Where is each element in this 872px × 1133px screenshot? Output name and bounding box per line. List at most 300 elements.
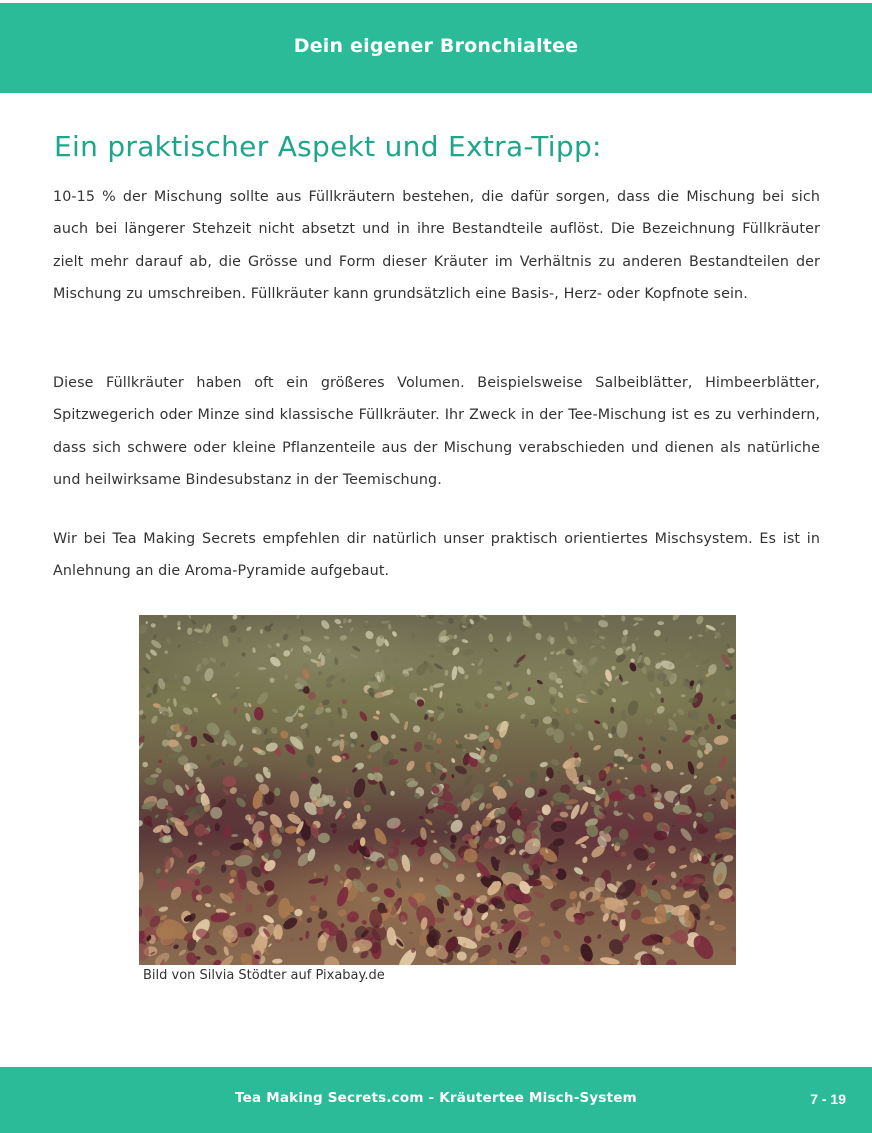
tea-fragment — [235, 686, 240, 689]
tea-fragment — [662, 937, 671, 945]
tea-fragment — [177, 626, 181, 630]
tea-fragment — [466, 700, 471, 709]
tea-fragment — [550, 627, 553, 631]
tea-fragment — [655, 704, 666, 715]
tea-fragment — [510, 960, 517, 965]
header-title: Dein eigener Bronchialtee — [293, 35, 579, 57]
tea-fragment — [298, 937, 303, 942]
tea-fragment — [222, 787, 231, 796]
tea-fragment — [339, 634, 347, 641]
tea-fragment — [649, 761, 663, 774]
tea-fragment — [308, 877, 325, 884]
tea-fragment — [651, 879, 658, 887]
tea-fragment — [629, 962, 634, 965]
tea-fragment — [197, 640, 202, 644]
tea-fragment — [235, 636, 242, 643]
tea-fragment — [626, 699, 640, 717]
tea-fragment — [277, 897, 291, 919]
tea-fragment — [142, 761, 148, 767]
tea-fragment — [340, 923, 345, 929]
paragraph-mischsystem: Wir bei Tea Making Secrets empfehlen dir natürlich unser praktisch orientiertes Mischsystem. Es ist in Anlehnung an die Aroma-Pyramide aufgebaut. — [53, 531, 820, 580]
tea-fragment — [514, 777, 524, 784]
tea-fragment — [229, 691, 240, 700]
tea-fragment — [263, 728, 268, 736]
tea-fragment — [611, 697, 617, 703]
tea-fragment — [491, 921, 498, 930]
tea-fragment — [375, 710, 380, 716]
tea-fragment — [405, 759, 416, 772]
tea-fragment — [569, 745, 574, 752]
tea-fragment — [164, 650, 168, 654]
tea-fragment — [528, 615, 534, 620]
tea-fragment — [214, 696, 222, 706]
tea-fragment — [200, 744, 206, 746]
tea-fragment — [439, 690, 443, 698]
tea-fragment — [229, 911, 236, 916]
tea-fragment — [334, 657, 339, 666]
tea-fragment — [688, 738, 700, 749]
tea-fragment — [645, 717, 651, 726]
tea-fragment — [209, 958, 215, 962]
tea-fragment — [681, 694, 686, 697]
tea-fragment — [441, 760, 445, 765]
tea-fragment — [145, 692, 152, 699]
tea-fragment — [456, 707, 464, 714]
tea-fragment — [549, 651, 555, 656]
tea-fragment — [695, 615, 705, 626]
tea-fragment — [628, 662, 637, 673]
tea-fragment — [494, 686, 503, 691]
tea-fragment — [707, 712, 716, 725]
tea-fragment — [416, 846, 426, 858]
tea-fragment — [624, 777, 628, 779]
tea-fragment — [679, 864, 688, 870]
tea-fragment — [630, 826, 637, 841]
tea-fragment — [305, 930, 310, 939]
tea-fragment — [498, 942, 503, 951]
tea-fragment — [435, 643, 442, 649]
tea-fragment — [297, 712, 304, 718]
tea-fragment — [363, 622, 369, 628]
tea-fragment — [339, 734, 344, 737]
tea-fragment — [433, 839, 438, 844]
tea-fragment — [631, 686, 637, 696]
tea-fragment — [267, 644, 273, 650]
tea-fragment — [642, 747, 646, 752]
tea-fragment — [350, 653, 358, 659]
tea-fragment — [629, 908, 642, 922]
tea-fragment — [493, 738, 501, 749]
tea-fragment — [430, 830, 435, 833]
tea-fragment — [447, 732, 454, 735]
tea-fragment — [668, 845, 676, 853]
tea-fragment — [600, 645, 606, 651]
tea-fragment — [166, 698, 170, 703]
tea-fragment — [444, 670, 448, 676]
tea-fragment — [231, 834, 238, 837]
tea-fragment — [680, 651, 684, 656]
tea-fragment — [537, 682, 550, 697]
tea-fragment — [648, 634, 654, 640]
tea-fragment — [423, 743, 434, 751]
tea-fragment — [618, 674, 624, 682]
tea-fragment — [647, 671, 655, 682]
tea-fragment — [289, 791, 299, 809]
tea-fragment — [728, 699, 736, 705]
tea-fragment — [547, 685, 558, 696]
tea-fragment — [619, 767, 624, 770]
tea-fragment — [670, 871, 678, 879]
tea-fragment — [173, 698, 177, 707]
tea-fragment — [325, 707, 331, 712]
tea-fragment — [462, 648, 474, 656]
tea-fragment — [139, 907, 143, 917]
tea-fragment — [597, 933, 602, 939]
tea-fragment — [432, 682, 444, 689]
tea-fragment — [451, 666, 458, 681]
tea-fragment — [293, 908, 303, 917]
tea-fragment — [279, 729, 290, 740]
tea-fragment — [456, 665, 466, 676]
tea-fragment — [450, 757, 455, 763]
tea-fragment — [661, 697, 664, 702]
tea-fragment — [478, 802, 486, 812]
page-number: 7 - 19 — [810, 1091, 846, 1107]
tea-fragment — [219, 662, 225, 668]
tea-fragment — [382, 655, 389, 665]
tea-fragment — [289, 937, 295, 943]
tea-fragment — [268, 943, 272, 947]
tea-fragment — [627, 812, 635, 820]
tea-fragment — [712, 697, 718, 704]
tea-fragment — [313, 872, 317, 877]
tea-fragment — [410, 631, 416, 640]
tea-fragment — [598, 814, 607, 820]
tea-fragment — [475, 747, 480, 752]
tea-fragment — [703, 724, 710, 731]
tea-fragment — [254, 707, 264, 721]
tea-fragment — [269, 726, 278, 735]
tea-fragment — [165, 760, 169, 764]
tea-fragment — [188, 869, 199, 879]
tea-fragment — [696, 749, 704, 759]
tea-fragment — [296, 615, 300, 620]
tea-fragment — [463, 674, 469, 680]
tea-fragment — [721, 782, 729, 792]
tea-fragment — [258, 811, 269, 816]
tea-fragment — [342, 618, 347, 624]
tea-fragment — [716, 724, 722, 730]
tea-fragment — [720, 622, 725, 626]
tea-fragment — [317, 671, 323, 677]
tea-fragment — [700, 903, 711, 911]
tea-fragment — [551, 706, 558, 713]
tea-fragment — [340, 677, 346, 683]
tea-fragment — [570, 731, 576, 737]
tea-fragment — [267, 616, 275, 625]
tea-fragment — [611, 726, 616, 735]
tea-fragment — [579, 801, 590, 816]
tea-fragment — [382, 750, 395, 768]
tea-fragment — [282, 649, 291, 658]
tea-fragment — [195, 662, 203, 672]
tea-fragment — [361, 919, 367, 925]
tea-fragment — [675, 635, 679, 639]
tea-fragment — [582, 856, 589, 864]
tea-fragment — [713, 630, 722, 640]
tea-fragment — [235, 796, 248, 809]
tea-fragment — [559, 684, 564, 689]
tea-fragment — [152, 683, 159, 695]
tea-fragment — [552, 929, 563, 940]
image-caption: Bild von Silvia Stödter auf Pixabay.de — [143, 968, 385, 983]
tea-fragment — [372, 715, 379, 720]
tea-fragment — [538, 922, 545, 927]
tea-fragment — [717, 755, 728, 771]
tea-fragment — [229, 869, 237, 878]
tea-fragment — [229, 841, 245, 851]
tea-fragment — [621, 615, 626, 622]
tea-fragment — [424, 818, 433, 826]
tea-fragment — [252, 647, 256, 653]
tea-fragment — [727, 648, 734, 653]
tea-fragment — [495, 680, 502, 686]
tea-fragment — [323, 635, 329, 640]
tea-fragment — [173, 673, 178, 680]
tea-fragment — [194, 878, 201, 886]
tea-fragment — [240, 728, 246, 733]
tea-fragment — [232, 615, 238, 620]
tea-fragment — [328, 719, 334, 730]
tea-blend-photo — [139, 615, 736, 965]
tea-fragment — [332, 828, 337, 834]
tea-fragment — [568, 890, 579, 902]
tea-fragment — [615, 778, 621, 784]
tea-fragment — [210, 807, 222, 819]
tea-fragment — [632, 900, 640, 905]
tea-fragment — [589, 645, 595, 650]
tea-fragment — [348, 730, 358, 740]
tea-fragment — [298, 704, 306, 711]
tea-fragment — [415, 615, 419, 617]
tea-fragment — [296, 846, 301, 853]
tea-fragment — [447, 929, 453, 933]
tea-fragment — [156, 879, 171, 891]
tea-fragment — [150, 638, 163, 649]
tea-fragment — [702, 782, 719, 798]
tea-fragment — [223, 946, 230, 957]
tea-fragment — [215, 742, 219, 746]
tea-fragment — [291, 812, 295, 815]
tea-fragment — [649, 691, 656, 698]
tea-fragment — [596, 688, 604, 697]
tea-fragment — [690, 639, 701, 650]
tea-fragment — [488, 633, 494, 642]
tea-fragment — [611, 665, 616, 670]
tea-fragment — [562, 944, 571, 954]
tea-fragment — [330, 823, 337, 829]
tea-fragment — [643, 656, 652, 667]
tea-fragment — [360, 798, 367, 806]
tea-fragment — [154, 767, 162, 775]
tea-fragment — [139, 872, 144, 891]
tea-fragment — [430, 731, 434, 735]
tea-fragment — [542, 716, 552, 725]
tea-fragment — [486, 692, 495, 699]
tea-fragment — [413, 740, 424, 753]
tea-fragment — [708, 803, 713, 807]
tea-fragment — [647, 846, 656, 855]
tea-fragment — [447, 616, 455, 625]
tea-fragment — [488, 642, 493, 644]
tea-fragment — [590, 689, 597, 695]
tea-fragment — [243, 794, 247, 797]
tea-fragment — [519, 713, 526, 720]
tea-fragment — [243, 701, 249, 707]
tea-fragment — [705, 915, 711, 920]
tea-fragment — [446, 630, 454, 634]
tea-blend-photo-texture — [139, 615, 736, 965]
tea-fragment — [684, 653, 691, 660]
tea-fragment — [200, 885, 213, 895]
tea-fragment — [555, 650, 561, 656]
tea-fragment — [515, 653, 527, 664]
tea-fragment — [471, 663, 475, 666]
tea-fragment — [565, 707, 570, 715]
tea-fragment — [238, 744, 244, 753]
tea-fragment — [580, 875, 590, 883]
tea-fragment — [688, 635, 693, 640]
tea-fragment — [566, 805, 573, 810]
tea-fragment — [696, 665, 699, 667]
tea-fragment — [248, 703, 252, 708]
tea-fragment — [599, 635, 606, 639]
tea-fragment — [484, 766, 491, 773]
tea-fragment — [210, 911, 230, 923]
tea-fragment — [269, 677, 276, 684]
tea-fragment — [440, 615, 443, 617]
tea-fragment — [334, 618, 342, 625]
tea-fragment — [680, 847, 686, 852]
tea-fragment — [398, 616, 405, 625]
tea-fragment — [139, 819, 144, 828]
tea-fragment — [371, 728, 374, 731]
tea-fragment — [477, 766, 481, 770]
tea-fragment — [224, 860, 234, 866]
tea-fragment — [275, 642, 280, 647]
tea-fragment — [524, 786, 536, 799]
tea-fragment — [391, 630, 398, 637]
tea-fragment — [693, 821, 697, 829]
tea-fragment — [371, 896, 380, 902]
tea-fragment — [591, 638, 602, 645]
tea-fragment — [550, 696, 555, 705]
tea-fragment — [154, 814, 159, 819]
tea-fragment — [667, 717, 680, 733]
tea-fragment — [453, 764, 468, 776]
tea-fragment — [345, 910, 360, 924]
tea-fragment — [731, 946, 736, 953]
tea-fragment — [506, 835, 511, 839]
tea-fragment — [463, 773, 474, 787]
tea-fragment — [450, 843, 456, 849]
tea-fragment — [314, 733, 318, 737]
tea-fragment — [580, 678, 589, 687]
tea-fragment — [630, 658, 635, 663]
tea-fragment — [488, 957, 498, 965]
tea-fragment — [161, 738, 171, 748]
tea-fragment — [390, 686, 394, 690]
tea-fragment — [204, 902, 211, 908]
tea-fragment — [305, 728, 310, 738]
tea-fragment — [592, 744, 601, 752]
tea-fragment — [559, 811, 568, 818]
tea-fragment — [633, 617, 644, 621]
tea-fragment — [698, 634, 703, 637]
section-heading: Ein praktischer Aspekt und Extra-Tipp: — [54, 130, 602, 163]
tea-fragment — [393, 697, 402, 706]
tea-fragment — [390, 733, 396, 739]
tea-fragment — [476, 872, 482, 878]
tea-fragment — [158, 906, 169, 913]
tea-fragment — [597, 619, 609, 628]
tea-fragment — [619, 918, 626, 932]
tea-fragment — [513, 663, 520, 669]
tea-fragment — [420, 615, 426, 617]
tea-fragment — [365, 882, 379, 895]
tea-fragment — [228, 786, 238, 795]
tea-fragment — [594, 720, 601, 725]
tea-fragment — [187, 627, 193, 635]
tea-fragment — [433, 662, 444, 670]
tea-fragment — [557, 691, 564, 699]
tea-fragment — [338, 909, 347, 916]
tea-fragment — [596, 737, 602, 743]
tea-fragment — [233, 707, 238, 714]
tea-fragment — [302, 668, 311, 681]
tea-fragment — [720, 700, 727, 707]
tea-fragment — [151, 623, 156, 628]
tea-fragment — [180, 685, 188, 692]
tea-fragment — [241, 652, 246, 657]
tea-fragment — [152, 633, 158, 639]
tea-fragment — [672, 712, 677, 718]
tea-fragment — [184, 784, 190, 791]
tea-fragment — [685, 730, 695, 736]
tea-fragment — [450, 835, 457, 844]
tea-fragment — [696, 812, 703, 817]
tea-fragment — [665, 637, 669, 642]
tea-fragment — [732, 777, 736, 783]
tea-fragment — [213, 904, 216, 907]
tea-fragment — [150, 714, 159, 724]
tea-fragment — [665, 759, 675, 770]
tea-fragment — [523, 808, 528, 811]
tea-fragment — [177, 644, 181, 648]
tea-fragment — [655, 687, 662, 695]
tea-fragment — [375, 649, 380, 653]
tea-fragment — [526, 668, 531, 675]
tea-fragment — [615, 853, 620, 857]
tea-fragment — [539, 761, 548, 768]
tea-fragment — [284, 674, 288, 680]
paragraph-fuellkraeuter-intro: 10-15 % der Mischung sollte aus Füllkräutern bestehen, die dafür sorgen, dass die Mischung bei sich auch bei längerer Stehzeit nicht absetzt und in ihre Bestandteile auflöst. Die Bezeichnung Füllkräuter zielt mehr darauf ab, die Grösse und Form dieser Kräuter im Verhältnis zu anderen Bestandteilen der Mischung zu umschreiben. Füllkräuter kann grundsätzlich eine Basis-, Herz- oder Kopfnote sein. — [53, 189, 820, 302]
tea-fragment — [601, 721, 609, 731]
tea-fragment — [638, 753, 646, 760]
tea-fragment — [527, 687, 531, 692]
tea-fragment — [290, 648, 294, 653]
tea-fragment — [485, 704, 488, 708]
